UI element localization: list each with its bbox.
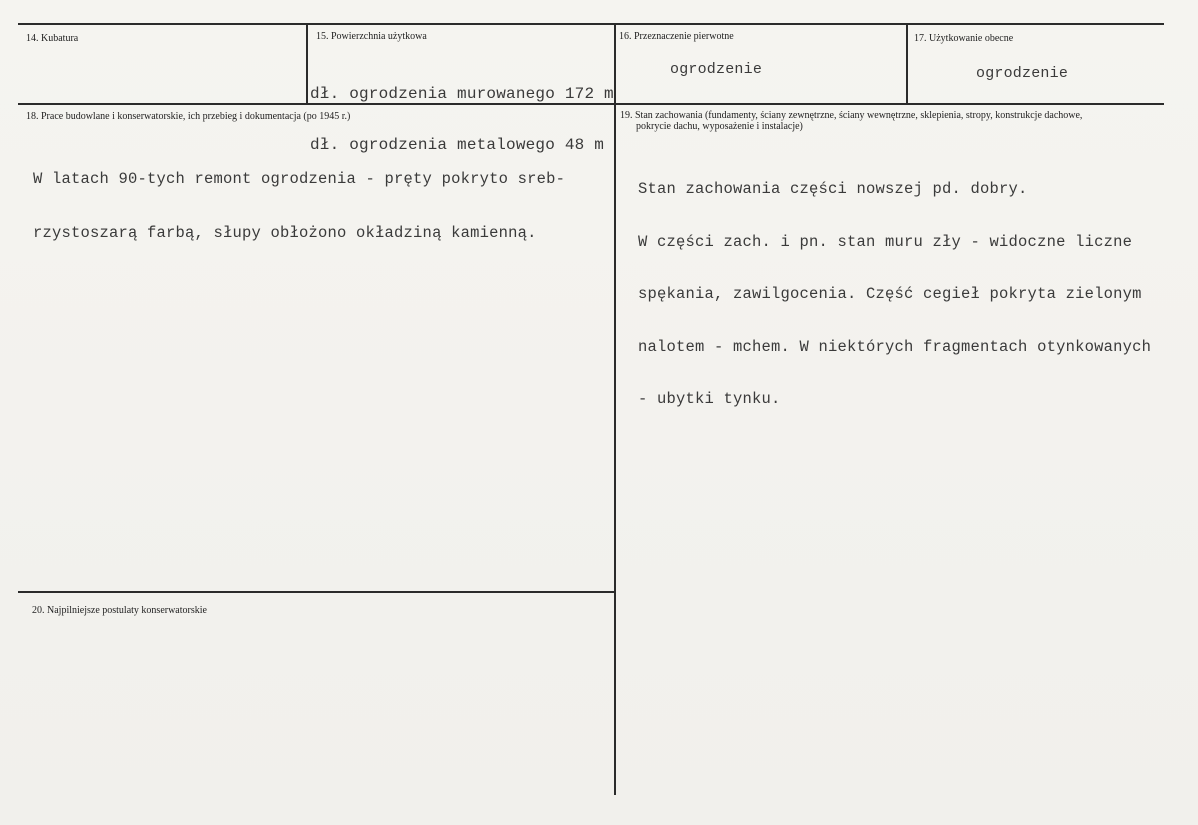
section-18-bottom-line bbox=[18, 591, 615, 593]
field-18-value bbox=[33, 134, 565, 278]
field-18-line-2: rzystoszarą farbą, słupy obłożono okładziną kamienną. bbox=[33, 224, 537, 242]
top-border-line bbox=[18, 23, 1164, 25]
field-20-label: 20. Najpilniejsze postulaty konserwatorskie bbox=[32, 605, 207, 616]
field-19-line-4: nalotem - mchem. W niektórych fragmentach otynkowanych bbox=[638, 337, 1152, 356]
divider-15-16 bbox=[614, 23, 616, 795]
field-19-line-2: W części zach. i pn. stan muru zły - widoczne liczne bbox=[638, 232, 1133, 251]
field-16-value: ogrodzenie bbox=[670, 61, 763, 78]
field-15-label: 15. Powierzchnia użytkowa bbox=[316, 31, 427, 42]
field-14-label: 14. Kubatura bbox=[26, 33, 79, 44]
field-17-label: 17. Użytkowanie obecne bbox=[914, 33, 1014, 44]
field-19-label-line-1: 19. Stan zachowania (fundamenty, ściany zewnętrzne, ściany wewnętrzne, sklepienia, stropy, konstrukcje dachowe, bbox=[620, 110, 1083, 121]
field-19-label-line-2: pokrycie dachu, wyposażenie i instalacje) bbox=[636, 121, 803, 132]
divider-16-17 bbox=[906, 23, 908, 104]
field-19-line-3: spękania, zawilgocenia. Część cegieł pokryta zielonym bbox=[638, 285, 1142, 303]
field-15-line-1: dł. ogrodzenia murowanego 172 m bbox=[310, 85, 614, 103]
field-16-label: 16. Przeznaczenie pierwotne bbox=[619, 31, 734, 42]
divider-14-15 bbox=[306, 23, 308, 104]
field-19-line-5: - ubytki tynku. bbox=[638, 390, 781, 408]
field-18-line-1: W latach 90-tych remont ogrodzenia - pręty pokryto sreb- bbox=[33, 170, 566, 188]
field-15-line-2: dł. ogrodzenia metalowego 48 m bbox=[310, 136, 605, 154]
field-19-line-1: Stan zachowania części nowszej pd. dobry. bbox=[638, 180, 1028, 198]
field-18-label: 18. Prace budowlane i konserwatorskie, ich przebieg i dokumentacja (po 1945 r.) bbox=[26, 111, 351, 122]
field-19-value bbox=[638, 146, 1151, 444]
field-17-value: ogrodzenie bbox=[976, 65, 1069, 82]
